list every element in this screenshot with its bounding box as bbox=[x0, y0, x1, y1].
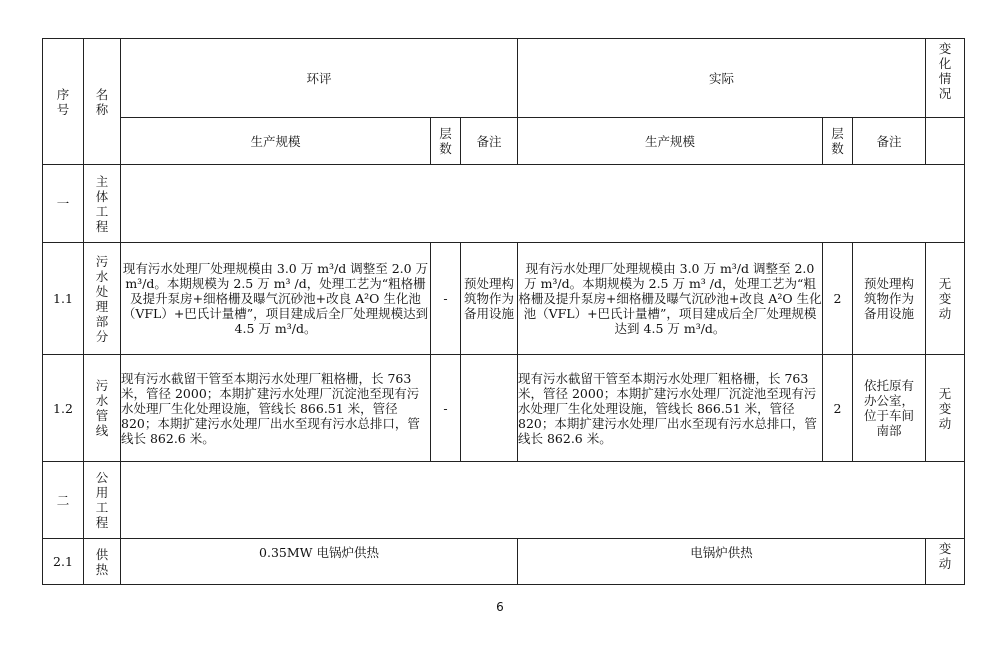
header-eia-remark: 备注 bbox=[461, 118, 518, 165]
page-number: 6 bbox=[496, 600, 504, 614]
header-seq: 序号 bbox=[43, 39, 84, 165]
actual-floors-cell: 2 bbox=[823, 355, 853, 462]
eia-remark-cell bbox=[461, 355, 518, 462]
header-actual-scale: 生产规模 bbox=[518, 118, 823, 165]
row-seq: 1.1 bbox=[43, 243, 84, 355]
actual-remark-cell: 预处理构筑物作为备用设施 bbox=[853, 243, 926, 355]
header-name: 名称 bbox=[84, 39, 121, 165]
header-eia-floors: 层数 bbox=[431, 118, 461, 165]
change-cell: 变动 bbox=[926, 539, 965, 585]
header-change-blank bbox=[926, 118, 965, 165]
section-row bbox=[43, 462, 965, 539]
table-row bbox=[43, 243, 965, 355]
header-change: 变化情况 bbox=[926, 39, 965, 118]
project-comparison-table bbox=[42, 38, 965, 585]
row-seq: 2.1 bbox=[43, 539, 84, 585]
eia-scale-cell: 现有污水处理厂处理规模由 3.0 万 m³/d 调整至 2.0 万 m³/d。本期规模为 2.5 万 m³ /d，处理工艺为“粗格栅及提升泵房+细格栅及曝气沉砂池+改良 A²O 生化池（VFL）+巴氏计量槽”，项目建成后全厂处理规模达到 4.5 万 m³/d。 bbox=[121, 243, 431, 355]
row-seq: 二 bbox=[43, 462, 84, 539]
actual-scale-cell: 现有污水截留干管至本期污水处理厂粗格栅，长 763 米，管径 2000；本期扩建污水处理厂沉淀池至现有污水处理厂生化处理设施，管线长 866.51 米，管径 820；本期扩建污水处理厂出水至现有污水总排口，管线长 862.6 米。 bbox=[518, 355, 823, 462]
eia-scale-cell: 现有污水截留干管至本期污水处理厂粗格栅，长 763 米，管径 2000；本期扩建污水处理厂沉淀池至现有污水处理厂生化处理设施，管线长 866.51 米，管径 820；本期扩建污水处理厂出水至现有污水总排口，管线长 862.6 米。 bbox=[121, 355, 431, 462]
section-blank bbox=[121, 462, 965, 539]
change-cell: 无变动 bbox=[926, 355, 965, 462]
row-seq: 一 bbox=[43, 165, 84, 243]
header-eia: 环评 bbox=[121, 39, 518, 118]
section-row bbox=[43, 165, 965, 243]
header-eia-scale: 生产规模 bbox=[121, 118, 431, 165]
row-name: 主体工程 bbox=[84, 165, 121, 243]
actual-scale-cell: 电锅炉供热 bbox=[518, 539, 926, 585]
row-name: 污水管线 bbox=[84, 355, 121, 462]
actual-remark-cell: 依托原有办公室，位于车间南部 bbox=[853, 355, 926, 462]
subheader-row bbox=[43, 118, 965, 165]
table-row bbox=[43, 355, 965, 462]
eia-remark-cell: 预处理构筑物作为备用设施 bbox=[461, 243, 518, 355]
change-cell: 无变动 bbox=[926, 243, 965, 355]
row-seq: 1.2 bbox=[43, 355, 84, 462]
header-actual-remark: 备注 bbox=[853, 118, 926, 165]
row-name: 污水处理部分 bbox=[84, 243, 121, 355]
eia-floors-cell: - bbox=[431, 355, 461, 462]
eia-floors-cell: - bbox=[431, 243, 461, 355]
actual-scale-cell: 现有污水处理厂处理规模由 3.0 万 m³/d 调整至 2.0 万 m³/d。本期规模为 2.5 万 m³ /d，处理工艺为“粗格栅及提升泵房+细格栅及曝气沉砂池+改良 A²O 生化池（VFL）+巴氏计量槽”，项目建成后全厂处理规模达到 4.5 万 m³/d。 bbox=[518, 243, 823, 355]
row-name: 供热 bbox=[84, 539, 121, 585]
actual-floors-cell: 2 bbox=[823, 243, 853, 355]
eia-scale-cell: 0.35MW 电锅炉供热 bbox=[121, 539, 518, 585]
header-actual: 实际 bbox=[518, 39, 926, 118]
header-actual-floors: 层数 bbox=[823, 118, 853, 165]
row-name: 公用工程 bbox=[84, 462, 121, 539]
section-blank bbox=[121, 165, 965, 243]
header-row bbox=[43, 39, 965, 118]
table-row bbox=[43, 539, 965, 585]
